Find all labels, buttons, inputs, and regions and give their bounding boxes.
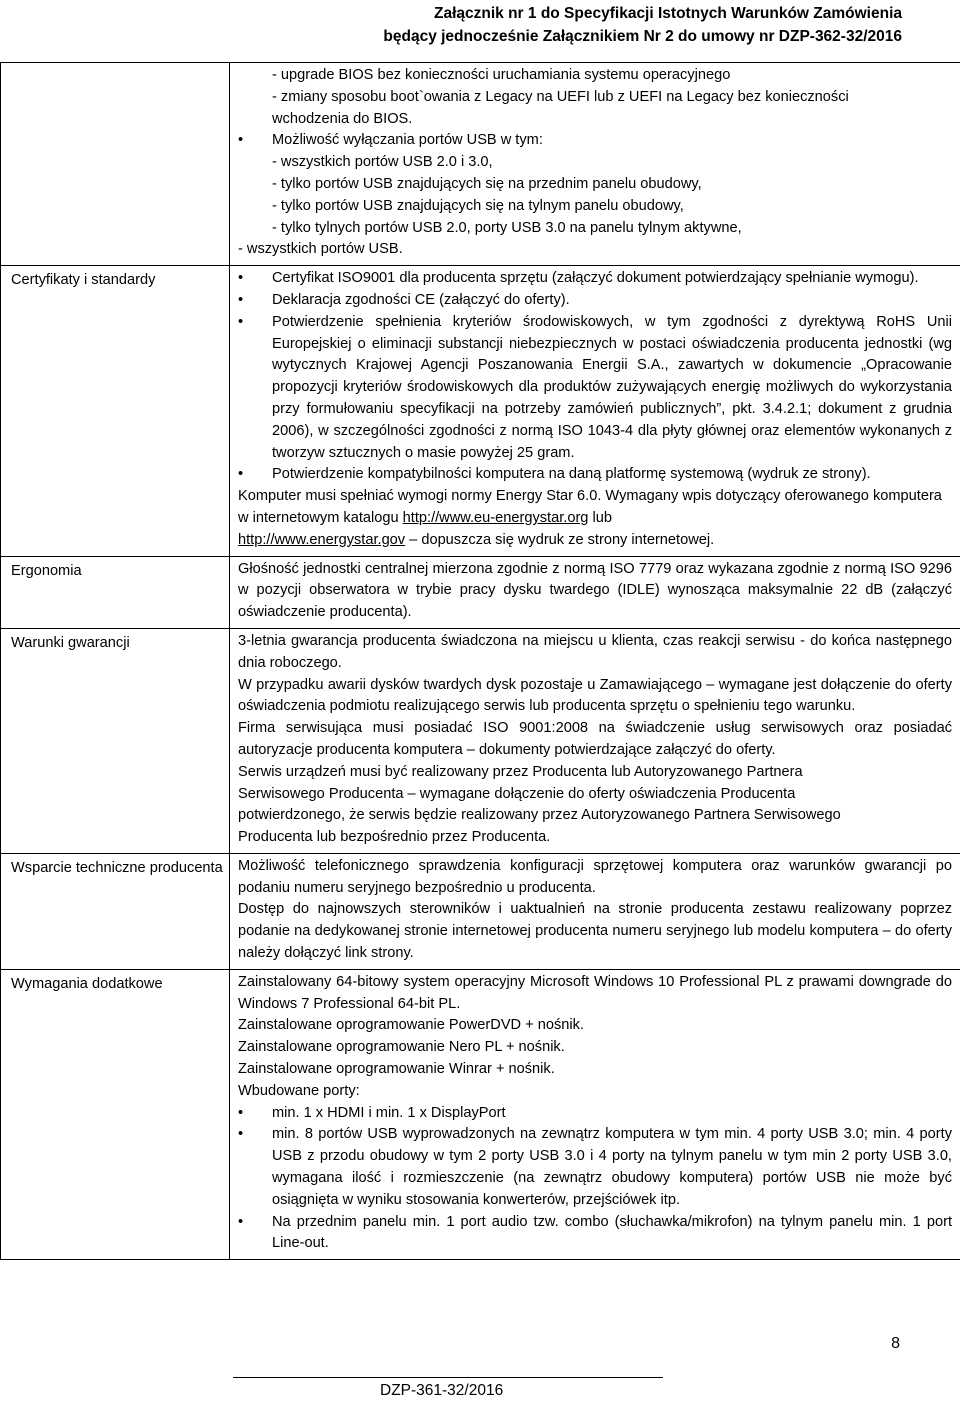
table-row-ergonomia [1, 556, 960, 628]
dodatkowe-paragraph: Zainstalowane oprogramowanie PowerDVD + nośnik. [238, 1017, 584, 1034]
dodatkowe-paragraph: Zainstalowany 64-bitowy system operacyjny Microsoft Windows 10 Professional PL z prawami downgrade do Windows 7 Professional 64-bit PL. [238, 973, 952, 1012]
ergonomia-text: Głośność jednostki centralnej mierzona zgodnie z normą ISO 7779 oraz wykazana zgodnie z normą ISO 9296 w pozycji obserwatora w trybie pracy dysku twardego (IDLE) wynosząca maksymalnie 22 dB (załączyć oświadczenie producenta). [238, 560, 952, 621]
row-label: Warunki gwarancji [1, 628, 230, 853]
table-row-dodatkowe [1, 969, 960, 1259]
gwarancja-paragraph: W przypadku awarii dysków twardych dysk pozostaje u Zamawiającego – wymagane jest dołączenie do oferty oświadczenia podmiotu realizującego serwis lub producenta sprzętu o spełnieniu tego warunku. [238, 676, 952, 715]
row-label: Certyfikaty i standardy [1, 266, 230, 556]
page-number: 8 [891, 1335, 900, 1352]
dodatkowe-paragraph: Wbudowane porty: [238, 1082, 360, 1099]
cert-bullet: • Certyfikat ISO9001 dla producenta sprzętu (załączyć dokument potwierdzający spełnianie wymogu). [238, 268, 952, 290]
gwarancja-line: Serwisowego Producenta – wymagane dołączenie do oferty oświadczenia Producenta [238, 785, 796, 802]
eu-energystar-link[interactable]: http://www.eu-energystar.org [402, 509, 589, 526]
dodatkowe-paragraph: Zainstalowane oprogramowanie Nero PL + nośnik. [238, 1039, 565, 1056]
port-bullet: • Na przednim panelu min. 1 port audio tzw. combo (słuchawka/mikrofon) na tylnym panelu min. 1 port Line-out. [238, 1212, 952, 1256]
port-bullet: • min. 1 x HDMI i min. 1 x DisplayPort [238, 1103, 952, 1125]
usb-bullet: • Możliwość wyłączania portów USB w tym: [238, 130, 952, 152]
header-line-1: Załącznik nr 1 do Specyfikacji Istotnych Warunków Zamówienia [434, 5, 902, 22]
bios-line: - upgrade BIOS bez konieczności uruchamiania systemu operacyjnego [272, 67, 731, 83]
bios-line: wchodzenia do BIOS. [272, 110, 413, 127]
energystar-link[interactable]: http://www.energystar.gov [238, 531, 406, 548]
gwarancja-line: Serwis urządzeń musi być realizowany przez Producenta lub Autoryzowanego Partnera [238, 763, 803, 780]
row-content [230, 969, 960, 1259]
energy-star-paragraph: Komputer musi spełniać wymogi normy Energy Star 6.0. Wymagany wpis dotyczący oferowanego komputera w internetowym katalogu http://www.eu-energystar.org lub http://www.energystar.gov – dopuszcza się wydruk ze strony internetowej. [238, 488, 942, 548]
row-content [230, 853, 960, 969]
gwarancja-paragraph: 3-letnia gwarancja producenta świadczona na miejscu u klienta, czas reakcji serwisu - do końca następnego dnia roboczego. [238, 632, 952, 671]
footer-divider [233, 1377, 663, 1378]
row-label: Wsparcie techniczne producenta [1, 853, 230, 969]
cert-bullet: • Potwierdzenie kompatybilności komputera na daną platformę systemową (wydruk ze strony). [238, 464, 952, 486]
row-content [230, 63, 960, 266]
usb-option-last: - wszystkich portów USB. [238, 241, 403, 258]
table-row-certyfikaty [1, 266, 960, 556]
table-row-wsparcie [1, 853, 960, 969]
usb-option: - tylko tylnych portów USB 2.0, porty USB 3.0 na panelu tylnym aktywne, [272, 219, 742, 236]
gwarancja-line: potwierdzonego, że serwis będzie realizowany przez Autoryzowanego Partnera Serwisowego [238, 807, 841, 824]
document-header [383, 2, 902, 48]
gwarancja-line: Producenta lub bezpośrednio przez Producenta. [238, 829, 551, 846]
specification-table [0, 62, 960, 1260]
table-row-bios [1, 63, 960, 266]
row-content [230, 266, 960, 556]
cert-bullet: • Potwierdzenie spełnienia kryteriów środowiskowych, w tym zgodności z dyrektywą RoHS Unii Europejskiej o eliminacji substancji niebezpiecznych w postaci oświadczenia producenta jednostki (wg wytycznych Krajowej Agencji Poszanowania Energii S.A., zawartych w dokumencie „Opracowanie propozycji kryteriów środowiskowych dla produktów zużywających energię możliwych do wykorzystania przy formułowaniu specyfikacji na potrzeby zamówień publicznych”, pkt. 3.4.2.1; dokument z grudnia 2006), w szczególności zgodności z normą ISO 1043-4 dla płyty głównej oraz elementów wykonanych z tworzyw sztucznych o masie powyżej 25 gram. [238, 312, 952, 465]
row-content [230, 556, 960, 628]
footer-reference: DZP-361-32/2016 [380, 1382, 504, 1399]
port-bullet: • min. 8 portów USB wyprowadzonych na zewnątrz komputera w tym min. 4 porty USB 3.0; min. 4 porty USB z przodu obudowy w tym 2 porty USB 3.0 i 4 porty na tylnym panelu w tym min 2 porty USB 3.0, wymagana ilość i rozmieszczenie (na zewnątrz obudowy komputera) portów USB nie może być osiągnięta w wyniku stosowania konwerterów, przejściówek itp. [238, 1124, 952, 1211]
row-label [1, 63, 230, 266]
usb-option: - tylko portów USB znajdujących się na przednim panelu obudowy, [272, 175, 702, 192]
bios-line: - zmiany sposobu boot`owania z Legacy na UEFI lub z UEFI na Legacy bez konieczności [272, 88, 849, 105]
row-label: Ergonomia [1, 556, 230, 628]
cert-bullet: • Deklaracja zgodności CE (załączyć do oferty). [238, 290, 952, 312]
usb-option: - tylko portów USB znajdujących się na tylnym panelu obudowy, [272, 197, 684, 214]
wsparcie-paragraph: Dostęp do najnowszych sterowników i uaktualnień na stronie producenta zestawu realizowany poprzez podanie na dedykowanej stronie internetowej producenta numeru seryjnego lub modelu komputera – do oferty należy dołączyć link strony. [238, 901, 952, 962]
row-content [230, 628, 960, 853]
header-line-2: będący jednocześnie Załącznikiem Nr 2 do umowy nr DZP-362-32/2016 [383, 28, 902, 45]
row-label: Wymagania dodatkowe [1, 969, 230, 1259]
usb-option: - wszystkich portów USB 2.0 i 3.0, [272, 154, 493, 171]
gwarancja-paragraph: Firma serwisująca musi posiadać ISO 9001:2008 na świadczenie usług serwisowych oraz posiadać autoryzacje producenta komputera – dokumenty potwierdzające załączyć do oferty. [238, 720, 952, 758]
table-row-gwarancja [1, 628, 960, 853]
dodatkowe-paragraph: Zainstalowane oprogramowanie Winrar + nośnik. [238, 1061, 555, 1078]
wsparcie-paragraph: Możliwość telefonicznego sprawdzenia konfiguracji sprzętowej komputera oraz warunków gwarancji po podaniu numeru seryjnego bezpośrednio u producenta. [238, 857, 952, 896]
